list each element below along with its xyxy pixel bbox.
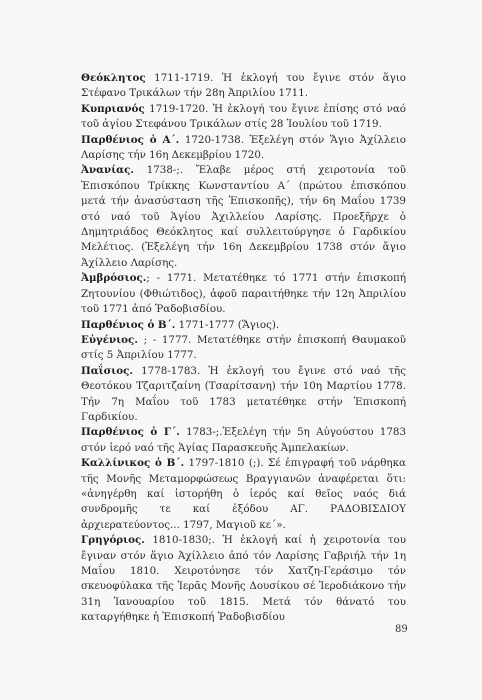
entry-amvrosios — [81, 271, 406, 317]
entry-parthenios-b — [81, 318, 406, 333]
text-body — [81, 71, 406, 626]
entry-theokletos — [81, 71, 406, 102]
entry-name: Ἀμβρόσιος. — [81, 272, 147, 285]
entry-paisios — [81, 364, 406, 426]
entry-text: 1711-1719. Ἡ ἐκλογή του ἔγινε στόν ἅγιο Στέφανο Τρικάλων τήν 28η Ἀπριλίου 1711. — [81, 72, 406, 100]
entry-text: 1783-;.Ἐξελέγη τήν 5η Αὐγούστου 1783 στόν ἱερό ναό τῆς Ἁγίας Παρασκευῆς Ἀμπελακίων. — [81, 426, 406, 454]
entry-text: 1719-1720. Ἡ ἐκλογή του ἔγινε ἐπίσης στό ναό τοῦ ἁγίου Στεφάνου Τρικάλων στίς 28 Ἰουλίου τοῦ 1719. — [81, 102, 406, 131]
entry-kallinikos-b — [81, 456, 406, 533]
entry-name: Ἀνανίας. — [81, 164, 134, 177]
page-number: 89 — [395, 624, 408, 635]
entry-name: Παΐσιος. — [81, 364, 133, 377]
entry-text: 1738-;. Ἔλαβε μέρος στή χειροτονία τοῦ Ἐπισκόπου Τρίκκης Κωνσταντίου Α΄ (πρώτου ἐπισκόπου μετά τήν ἀνασύσταση τῆς Ἐπισκοπῆς), τήν 6η Μαΐου 1739 στό ναό τοῦ Ἁγίου Ἀχιλλείου Λαρίσης. Προεξῆρχε ὁ Δημητριάδος Θεόκλητος καί συλλειτούργησε ὁ Γαρδικίου Μελέτιος. (Ἐξελέγη τήν 16η Δεκεμβρίου 1738 στόν ἅγιο Ἀχίλλειο Λαρίσης. — [81, 164, 406, 269]
entry-text: 1778-1783. Ἡ ἐκλογή του ἔγινε στό ναό τῆς Θεοτόκου Τζαριτζαίνη (Τσαρίτσανη) τήν 10η Μαρτίου 1778. Τήν 7η Μαΐου τοῦ 1783 μετατέθηκε στήν Ἐπισκοπή Γαρδικίου. — [81, 364, 406, 423]
entry-name: Γρηγόριος. — [81, 534, 145, 547]
entry-kyprianos — [81, 102, 406, 133]
entry-evgenios — [81, 333, 406, 364]
entry-name: Κυπριανός — [81, 102, 145, 115]
entry-name: Θεόκλητος — [81, 72, 146, 84]
entry-text: 1771-1777 (Ἅγιος). — [175, 318, 280, 331]
entry-name: Παρθένιος ὁ Γ΄. — [81, 426, 180, 439]
entry-name: Καλλίνικος ὁ Β΄. — [81, 457, 185, 470]
entry-parthenios-a — [81, 133, 406, 164]
entry-parthenios-g — [81, 425, 406, 456]
entry-name: Παρθένιος ὁ Α΄. — [81, 133, 180, 146]
entry-name: Εὐγένιος. — [81, 333, 138, 346]
entry-name: Παρθένιος ὁ Β΄. — [81, 318, 176, 331]
entry-text: ; - 1777. Μετατέθηκε στήν ἐπισκοπή Θαυμακοῦ στίς 5 Ἀπριλίου 1777. — [81, 333, 406, 362]
entry-text: 1810-1830;. Ἡ ἐκλογή καί ἡ χειροτονία του ἔγιναν στόν ἅγιο Ἀχίλλειο ἀπό τόν Λαρίσης Γαβριήλ τήν 1η Μαΐου 1810. Χειροτόνησε τόν Χατζη-Γεράσιμο τόν σκευοφύλακα τῆς Ἱερᾶς Μονῆς Δουσίκου σέ Ἱεροδιάκονο τήν 31η Ἰανουαρίου τοῦ 1815. Μετά τόν θάνατό του καταργήθηκε ἡ Ἐπισκοπή Ῥαδοβισδίου — [81, 534, 406, 624]
entry-grigorios — [81, 533, 406, 625]
entry-text: 1797-1810 (;). Σέ ἐπιγραφή τοῦ νάρθηκα τῆς Μονῆς Μεταμορφώσεως Βραγγιανῶν ἀναφέρεται ὅτι: «ἀνηγέρθη καί ἱστορήθη ὁ ἱερός καί θεῖος ναός διά συνδρομῆς τε καί ἐξόδου ΑΓ. ΡΑΔΟΒΙΣΔΙΟΥ ἀρχιερατεύοντος... 1797, Μαγιοῦ κε΄». — [81, 457, 406, 531]
entry-ananias — [81, 163, 406, 271]
entry-text: 1720-1738. Ἐξελέγη στόν Ἅγιο Ἀχίλλειο Λαρίσης τήν 16η Δεκεμβρίου 1720. — [81, 133, 406, 162]
entry-text: ; - 1771. Μετατέθηκε τό 1771 στήν ἐπισκοπή Ζητουνίου (Φθιώτιδος), ἀφοῦ παραιτήθηκε τήν 12η Ἀπριλίου τοῦ 1771 ἀπό Ῥαδοβισδίου. — [81, 272, 406, 316]
